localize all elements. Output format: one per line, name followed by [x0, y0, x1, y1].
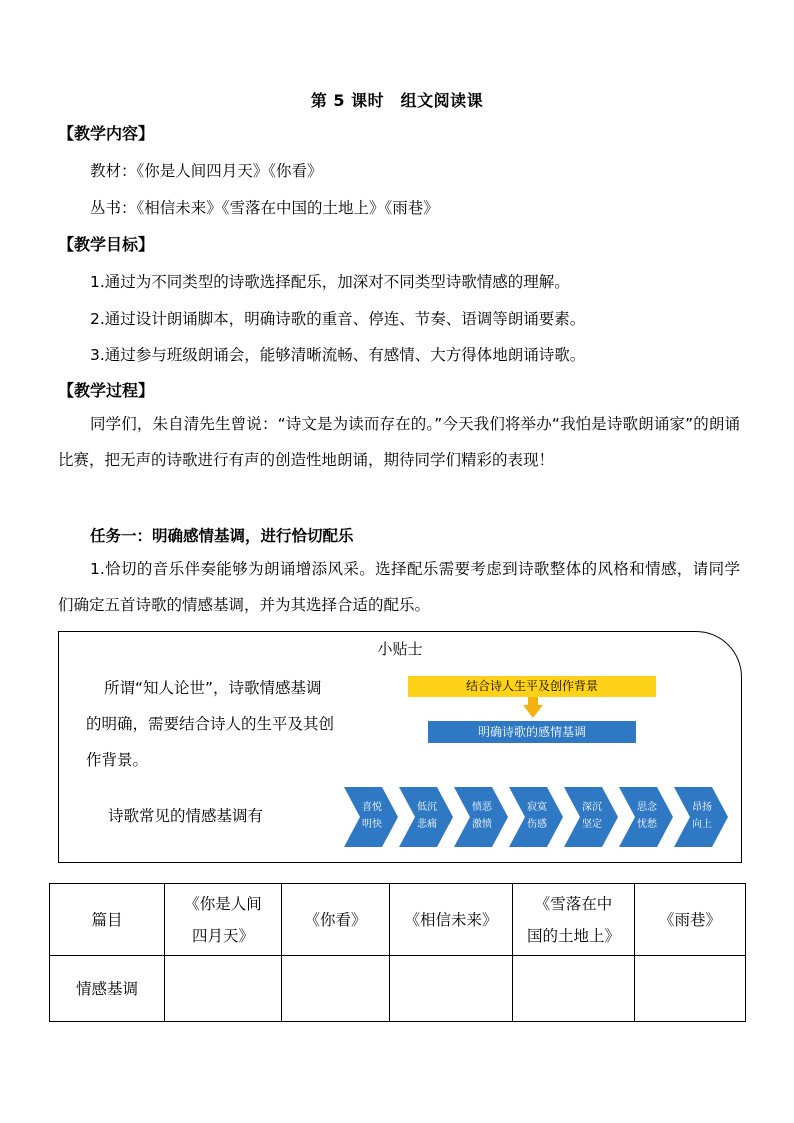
tone-table	[49, 883, 746, 1022]
tone-chevron	[509, 787, 561, 847]
section-heading-content: 【教学内容】	[58, 124, 155, 143]
tone-text: 思念	[637, 802, 657, 813]
cell-text: 《雪落在中	[534, 894, 613, 913]
section-heading-goals: 【教学目标】	[58, 235, 155, 254]
tone-text: 坚定	[582, 819, 602, 830]
goal-item: 2.通过设计朗诵脚本，明确诗歌的重音、停连、节奏、语调等朗诵要素。	[90, 310, 586, 328]
tips-title: 小贴士	[377, 640, 423, 658]
cell-text: 《你是人间	[184, 894, 262, 913]
page-title: 第 5 课时 组文阅读课	[310, 91, 484, 110]
table-cell-empty[interactable]	[165, 956, 282, 1022]
table-header-cell	[635, 884, 746, 956]
tone-chevron	[344, 787, 396, 847]
tone-chevron	[454, 787, 506, 847]
cell-text: 《相信未来》	[404, 910, 498, 929]
tone-chevron	[674, 787, 726, 847]
tips-text: 所谓“知人论世”，诗歌情感基调的明确，需要结合诗人的生平及其创作背景。	[86, 679, 335, 769]
table-cell-empty[interactable]	[513, 956, 635, 1022]
table-cell-empty[interactable]	[390, 956, 513, 1022]
common-tones-label: 诗歌常见的情感基调有	[108, 807, 264, 825]
tone-text: 悲痛	[417, 819, 437, 830]
cell-text: 《你看》	[304, 910, 367, 929]
down-arrow-icon	[528, 697, 538, 705]
table-header-cell	[282, 884, 390, 956]
tone-text: 明快	[362, 819, 382, 830]
tone-chevron	[619, 787, 671, 847]
cell-text: 《雨巷》	[658, 910, 721, 929]
tone-chevron-row	[344, 787, 728, 851]
table-row	[50, 956, 746, 1022]
process-paragraph: 同学们，朱自清先生曾说：“诗文是为读而存在的。”今天我们将举办“我怕是诗歌朗诵家”的朗诵比赛，把无声的诗歌进行有声的创造性地朗诵，期待同学们精彩的表现！	[58, 415, 740, 469]
tone-text: 向上	[692, 819, 712, 830]
tone-chevron	[399, 787, 451, 847]
task1-paragraph: 1.恰切的音乐伴奏能够为朗诵增添风采。选择配乐需要考虑到诗歌整体的风格和情感，请同学们确定五首诗歌的情感基调，并为其选择合适的配乐。	[58, 560, 740, 614]
goal-item: 1.通过为不同类型的诗歌选择配乐，加深对不同类型诗歌情感的理解。	[90, 273, 570, 291]
tone-text: 低沉	[417, 802, 437, 813]
tone-text: 忧愁	[637, 819, 657, 830]
tone-chevron	[564, 787, 616, 847]
flow-step-background: 结合诗人生平及创作背景	[408, 676, 656, 697]
table-row-label: 情感基调	[50, 956, 165, 1022]
tone-text: 愤恶	[472, 802, 492, 813]
tone-text: 昂扬	[692, 802, 712, 813]
table-cell-empty[interactable]	[282, 956, 390, 1022]
table-row	[50, 884, 746, 956]
goal-item: 3.通过参与班级朗诵会，能够清晰流畅、有感情、大方得体地朗诵诗歌。	[90, 346, 586, 364]
table-cell-empty[interactable]	[635, 956, 746, 1022]
tone-text: 喜悦	[362, 802, 382, 813]
table-header-cell	[513, 884, 635, 956]
tone-text: 伤感	[527, 819, 547, 830]
table-header-cell	[165, 884, 282, 956]
section-heading-process: 【教学过程】	[58, 381, 155, 400]
content-books: 丛书：《相信未来》《雪落在中国的土地上》《雨巷》	[90, 199, 439, 217]
content-textbook: 教材：《你是人间四月天》《你看》	[90, 162, 323, 180]
tone-text: 深沉	[582, 802, 602, 813]
tone-text: 寂寞	[527, 802, 547, 813]
table-header-cell	[390, 884, 513, 956]
tone-text: 激愤	[472, 819, 492, 830]
flow-step-tone: 明确诗歌的感情基调	[428, 721, 636, 743]
cell-text: 国的土地上》	[526, 926, 620, 945]
down-arrow-icon-head	[523, 705, 543, 718]
task1-heading: 任务一：明确感情基调，进行恰切配乐	[90, 527, 354, 545]
table-header-cell: 篇目	[50, 884, 165, 956]
cell-text: 四月天》	[191, 926, 254, 945]
